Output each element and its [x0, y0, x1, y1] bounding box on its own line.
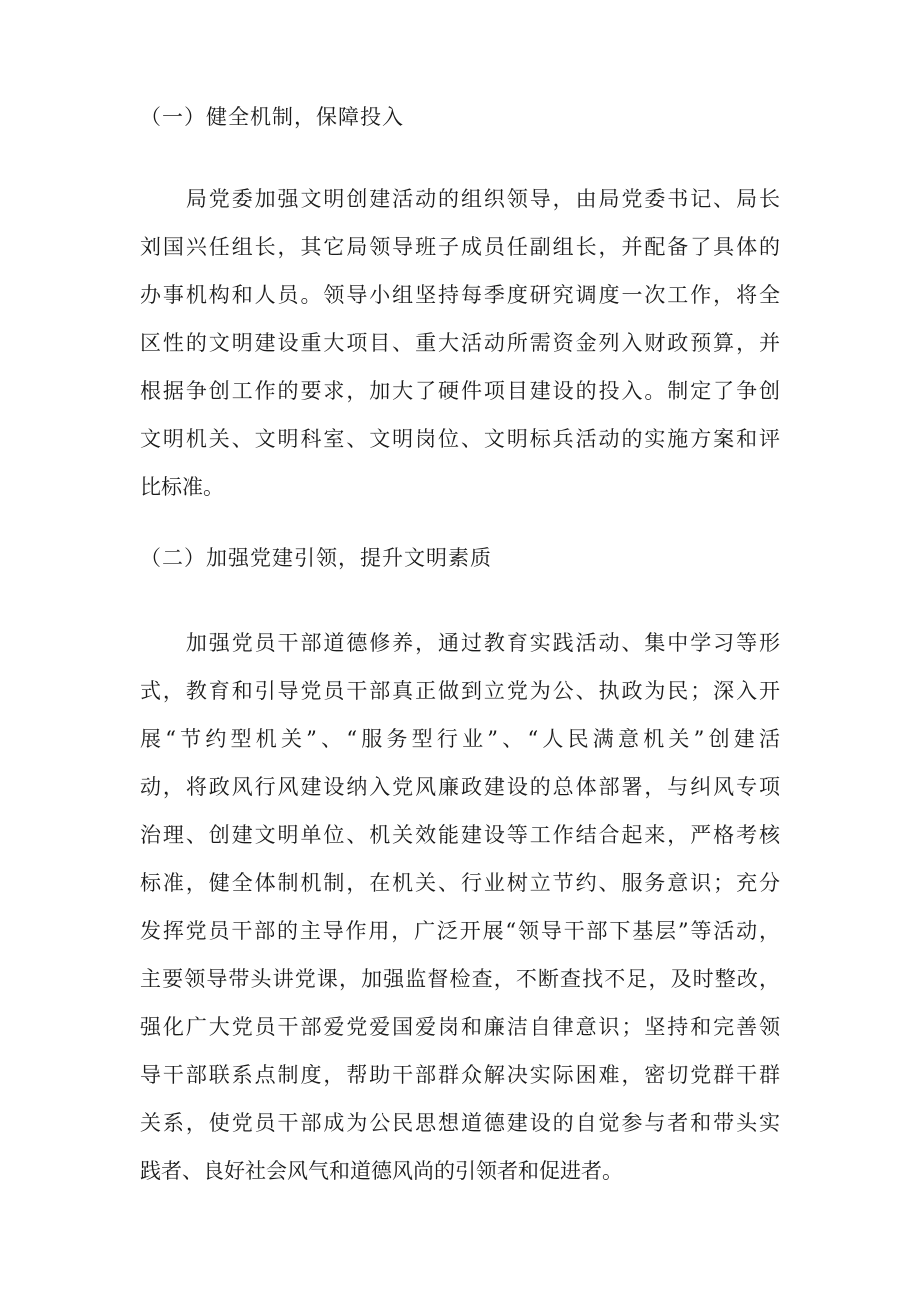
paragraph-line: 主要领导带头讲党课，加强监督检查，不断查找不足，及时整改，: [140, 967, 780, 991]
paragraph-line: 发挥党员干部的主导作用，广泛开展“领导干部下基层”等活动，: [140, 919, 780, 943]
paragraph-line: 区性的文明建设重大项目、重大活动所需资金列入财政预算，并: [140, 331, 780, 355]
paragraph-line: 加强党员干部道德修养，通过教育实践活动、集中学习等形: [140, 631, 780, 655]
section-heading-1: （一）健全机制，保障投入: [140, 105, 404, 129]
paragraph-line: 文明机关、文明科室、文明岗位、文明标兵活动的实施方案和评: [140, 427, 780, 451]
paragraph-line: 强化广大党员干部爱党爱国爱岗和廉洁自律意识；坚持和完善领: [140, 1015, 780, 1039]
paragraph-line: 式，教育和引导党员干部真正做到立党为公、执政为民；深入开: [140, 679, 780, 703]
paragraph-line: 比标准。: [140, 475, 224, 499]
paragraph-line: 局党委加强文明创建活动的组织领导，由局党委书记、局长: [140, 187, 780, 211]
section-paragraph-1: [140, 175, 780, 511]
paragraph-line: 动，将政风行风建设纳入党风廉政建设的总体部署，与纠风专项: [140, 775, 780, 799]
section-paragraph-2: [140, 619, 780, 1195]
paragraph-line: 导干部联系点制度，帮助干部群众解决实际困难，密切党群干群: [140, 1063, 780, 1087]
paragraph-line: 践者、良好社会风气和道德风尚的引领者和促进者。: [140, 1159, 623, 1183]
paragraph-line: 标准，健全体制机制，在机关、行业树立节约、服务意识；充分: [140, 871, 780, 895]
paragraph-line: 办事机构和人员。领导小组坚持每季度研究调度一次工作，将全: [140, 283, 780, 307]
paragraph-line: 关系，使党员干部成为公民思想道德建设的自觉参与者和带头实: [140, 1111, 780, 1135]
paragraph-line: 刘国兴任组长，其它局领导班子成员任副组长，并配备了具体的: [140, 235, 780, 259]
paragraph-line: 根据争创工作的要求，加大了硬件项目建设的投入。制定了争创: [140, 379, 780, 403]
paragraph-line: 治理、创建文明单位、机关效能建设等工作结合起来，严格考核: [140, 823, 780, 847]
paragraph-line: 展“节约型机关”、“服务型行业”、“人民满意机关”创建活: [140, 727, 780, 751]
section-heading-2: （二）加强党建引领，提升文明素质: [140, 546, 492, 570]
